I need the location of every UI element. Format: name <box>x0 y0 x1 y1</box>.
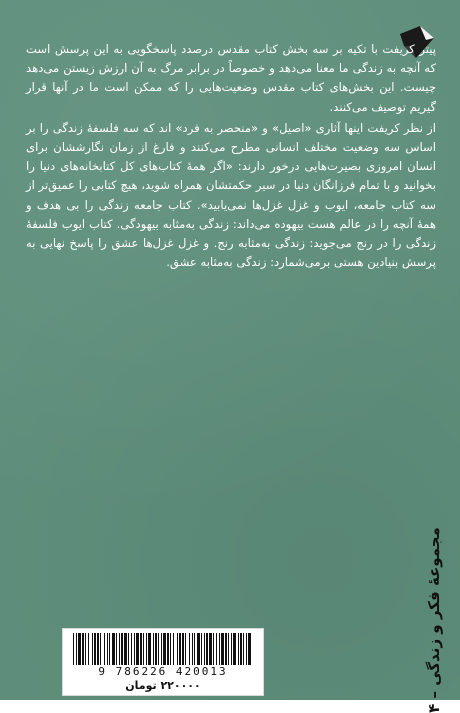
blurb-paragraph-1: پیتر کریفت با تکیه بر سه بخش کتاب مقدس درصدد پاسخگویی به این پرسش است که آنچه به زندگی ما معنا می‌دهد و خصوصاً در برابر مرگ به آن ارزش زیستن می‌دهد چیست. این بخش‌های کتاب مقدس وضعیت‌هایی را که ممکن است ما در آنها قرار گیریم توصیف می‌کنند. <box>26 42 436 114</box>
series-spine <box>412 527 456 713</box>
price-label: ۲۲۰۰۰۰ تومان <box>125 679 201 692</box>
blurb-text <box>26 40 436 274</box>
series-title: مجموعهٔ فکر و زندگی – ۴ <box>425 527 443 713</box>
barcode-icon <box>71 633 255 665</box>
isbn-number: 9 786226 420013 <box>98 665 228 678</box>
barcode-sticker <box>62 628 264 696</box>
blurb-paragraph-2: از نظر کریفت اینها آثاری «اصیل» و «منحصر به فرد» اند که سه فلسفهٔ زندگی را بر اساس سه وضعیت مختلف انسانی مطرح می‌کنند و فارغ از زمان نگارششان برای انسان امروزی بصیرت‌هایی درخور دارند: «اگر همهٔ کتاب‌های کل کتابخانه‌های دنیا را بخوانید و با تمام فرزانگان دنیا در سیر حکمتشان همراه شوید، هیچ کتابی را عمیق‌تر از سه کتاب جامعه، ایوب و غزل غزل‌ها نمی‌یابید». کتاب جامعه زندگی را بی هدف و همهٔ آنچه را در عالم هست بیهوده می‌داند: زندگی به‌مثابه بیهودگی. کتاب ایوب فلسفهٔ زندگی را در رنج می‌جوید: زندگی به‌مثابه رنج. و غزل غزل‌ها عشق را پاسخ نهایی به پرسش بنیادین هستی برمی‌شمارد: زندگی به‌مثابه عشق. <box>26 120 436 270</box>
